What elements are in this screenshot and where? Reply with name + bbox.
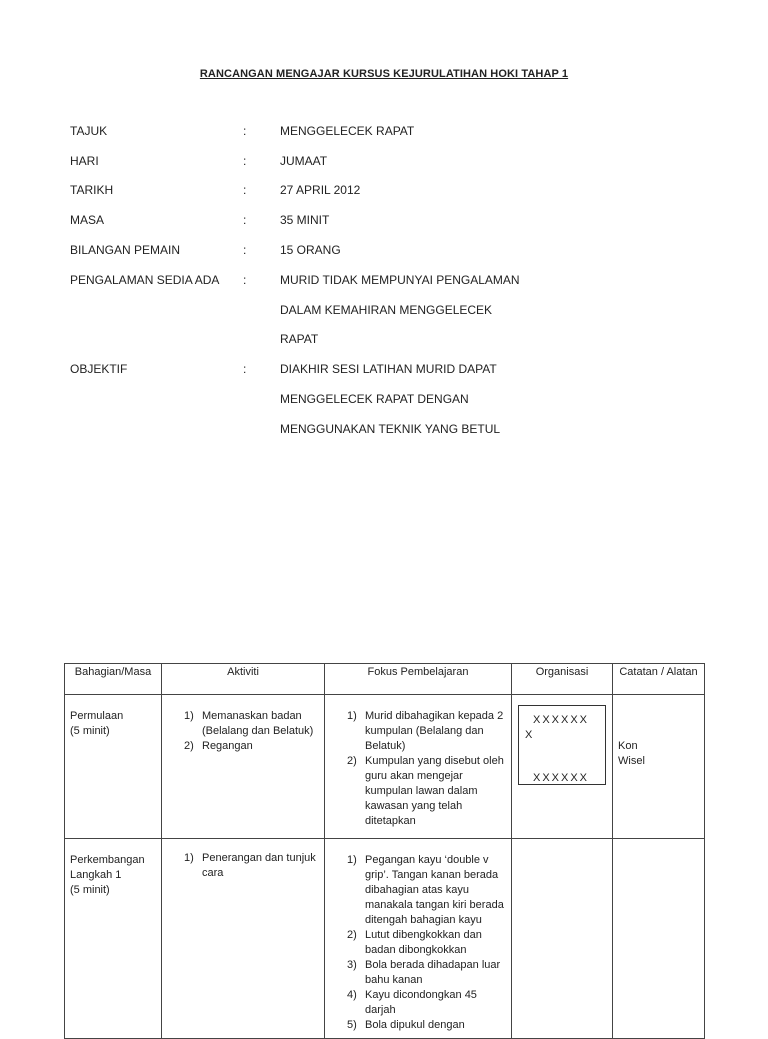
organisasi-extra: X xyxy=(525,729,533,741)
info-colon: : xyxy=(243,124,247,138)
list-item xyxy=(184,739,319,754)
info-value: MURID TIDAK MEMPUNYAI PENGALAMAN xyxy=(280,273,520,287)
bahagian-line: Perkembangan xyxy=(70,854,145,866)
info-value: 27 APRIL 2012 xyxy=(280,183,361,197)
organisasi-top-row: XXXXXX xyxy=(533,714,590,726)
lesson-plan-table xyxy=(64,663,705,1039)
header-organisasi: Organisasi xyxy=(512,664,613,695)
cell-fokus xyxy=(325,839,512,1039)
info-label: HARI xyxy=(70,154,99,168)
info-value: JUMAAT xyxy=(280,154,328,168)
item-text: Penerangan dan tunjuk cara xyxy=(202,852,316,879)
item-text: Murid dibahagikan kepada 2 kumpulan (Belalang dan Belatuk) xyxy=(365,710,504,752)
item-text: Regangan xyxy=(202,740,253,752)
item-text: Pegangan kayu ‘double v grip’. Tangan kanan berada dibahagian atas kayu manakala tangan kiri berada ditengah bahagian kayu xyxy=(365,854,504,926)
list-item xyxy=(347,1018,506,1033)
info-value: DALAM KEMAHIRAN MENGGELECEK xyxy=(280,303,493,317)
item-text: Bola dipukul dengan xyxy=(365,1019,465,1031)
info-label: OBJEKTIF xyxy=(70,362,128,376)
item-number: 2) xyxy=(347,929,357,941)
info-label: BILANGAN PEMAIN xyxy=(70,243,181,257)
info-colon: : xyxy=(243,154,247,168)
info-colon: : xyxy=(243,243,247,257)
info-value: MENGGELECEK RAPAT xyxy=(280,124,415,138)
catatan-line: Kon xyxy=(618,740,638,752)
info-label: TARIKH xyxy=(70,183,114,197)
info-colon: : xyxy=(243,362,247,376)
bahagian-line: (5 minit) xyxy=(70,725,110,737)
item-number: 1) xyxy=(347,710,357,722)
item-text: Bola berada dihadapan luar bahu kanan xyxy=(365,959,501,986)
list-item xyxy=(347,709,506,754)
cell-catatan xyxy=(613,839,705,1039)
cell-aktiviti xyxy=(162,695,325,839)
organisasi-bottom-row: XXXXXX xyxy=(533,772,590,784)
cell-bahagian xyxy=(65,695,162,839)
info-label: PENGALAMAN SEDIA ADA xyxy=(70,273,220,287)
item-number: 2) xyxy=(347,755,357,767)
list-item xyxy=(347,928,506,958)
bahagian-line: Langkah 1 xyxy=(70,869,122,881)
item-text: Lutut dibengkokkan dan badan dibongkokkan xyxy=(365,929,482,956)
item-number: 5) xyxy=(347,1019,357,1031)
header-aktiviti: Aktiviti xyxy=(162,664,325,695)
item-text: Kayu dicondongkan 45 darjah xyxy=(365,989,477,1016)
bahagian-line: (5 minit) xyxy=(70,884,110,896)
catatan-line: Wisel xyxy=(618,755,645,767)
table-header-row xyxy=(65,664,705,695)
aktiviti-list xyxy=(184,851,319,881)
bahagian-line: Permulaan xyxy=(70,710,124,722)
header-fokus: Fokus Pembelajaran xyxy=(325,664,512,695)
header-bahagian: Bahagian/Masa xyxy=(65,664,162,695)
item-number: 2) xyxy=(184,740,194,752)
fokus-list xyxy=(347,709,506,829)
header-catatan: Catatan / Alatan xyxy=(613,664,705,695)
item-number: 3) xyxy=(347,959,357,971)
list-item xyxy=(184,709,319,739)
cell-organisasi xyxy=(512,695,613,839)
list-item xyxy=(184,851,319,881)
list-item xyxy=(347,958,506,988)
info-colon: : xyxy=(243,273,247,287)
cell-bahagian xyxy=(65,839,162,1039)
info-value: DIAKHIR SESI LATIHAN MURID DAPAT xyxy=(280,362,497,376)
table-row xyxy=(65,695,705,839)
list-item xyxy=(347,853,506,928)
info-value: MENGGUNAKAN TEKNIK YANG BETUL xyxy=(280,422,501,436)
list-item xyxy=(347,988,506,1018)
cell-aktiviti xyxy=(162,839,325,1039)
info-value: RAPAT xyxy=(280,332,319,346)
info-colon: : xyxy=(243,183,247,197)
item-number: 1) xyxy=(184,710,194,722)
cell-fokus xyxy=(325,695,512,839)
info-colon: : xyxy=(243,213,247,227)
item-number: 4) xyxy=(347,989,357,1001)
info-label: MASA xyxy=(70,213,105,227)
info-value: MENGGELECEK RAPAT DENGAN xyxy=(280,392,469,406)
aktiviti-list xyxy=(184,709,319,754)
cell-catatan xyxy=(613,695,705,839)
cell-organisasi xyxy=(512,839,613,1039)
document-title: RANCANGAN MENGAJAR KURSUS KEJURULATIHAN HOKI TAHAP 1 xyxy=(199,68,569,80)
info-value: 15 ORANG xyxy=(280,243,341,257)
info-label: TAJUK xyxy=(70,124,108,138)
item-text: Memanaskan badan (Belalang dan Belatuk) xyxy=(202,710,314,737)
fokus-list xyxy=(347,853,506,1033)
info-value: 35 MINIT xyxy=(280,213,330,227)
list-item xyxy=(347,754,506,829)
organisasi-diagram xyxy=(518,705,606,785)
table-row xyxy=(65,839,705,1039)
item-number: 1) xyxy=(347,854,357,866)
item-number: 1) xyxy=(184,852,194,864)
item-text: Kumpulan yang disebut oleh guru akan mengejar kumpulan lawan dalam kawasan yang telah ditetapkan xyxy=(365,755,504,827)
